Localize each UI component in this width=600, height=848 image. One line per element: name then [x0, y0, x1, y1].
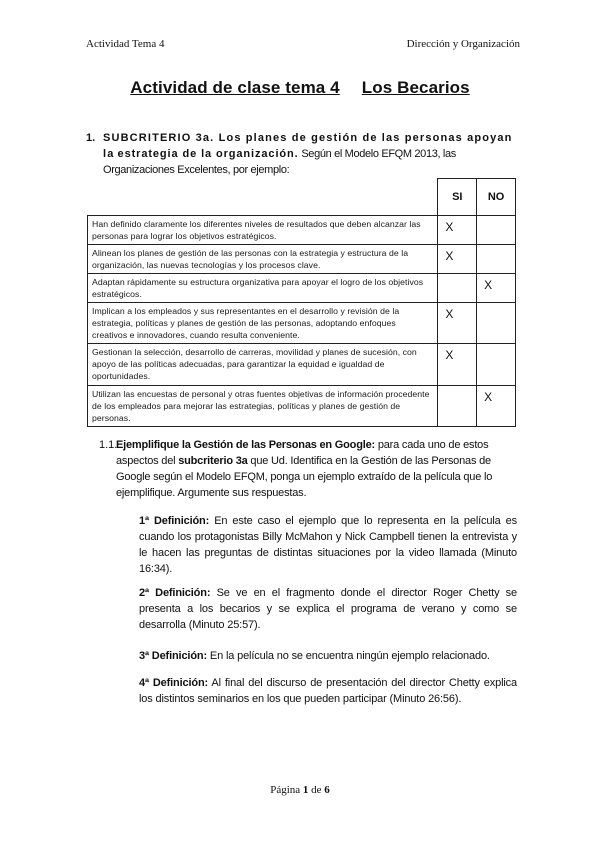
table-row — [88, 274, 516, 303]
header-right: Dirección y Organización — [406, 38, 520, 50]
mark-si — [438, 386, 477, 427]
subsection-1-1 — [99, 437, 517, 501]
table-row — [88, 245, 516, 274]
definition-text: En este caso el ejemplo que lo representa en la película es cuando los protagonistas Billy McMahon y Nick Campbell tienen la entrevista y le hacen las preguntas de distintas situaciones por la video llamada (Minuto 16:34). — [139, 515, 517, 575]
criteria-text: Implican a los empleados y sus representantes en el desarrollo y revisión de la estrategia, políticas y planes de gestión de las personas, adoptando enfoques creativos e innovadores, cuando resulta conveniente. — [88, 303, 438, 344]
page-footer — [0, 784, 600, 796]
criteria-text: Adaptan rápidamente su estructura organizativa para apoyar el logro de los objetivos estratégicos. — [88, 274, 438, 303]
table-header-row — [88, 179, 516, 216]
definition-4 — [139, 675, 517, 707]
page-title — [0, 78, 600, 98]
mark-no — [477, 344, 516, 386]
definition-label: 2ª Definición: — [139, 587, 211, 599]
column-no: NO — [477, 179, 516, 216]
mark-no — [477, 245, 516, 274]
mark-si: X — [438, 303, 477, 344]
title-part1: Actividad de clase tema 4 — [130, 78, 340, 97]
criteria-text: Han definido claramente los diferentes niveles de resultados que deben alcanzar las personas para lograr los objetivos estratégicos. — [88, 216, 438, 245]
criteria-table — [87, 178, 516, 427]
section-1-lead-2: estrategia de la organización. — [117, 148, 299, 160]
mark-si: X — [438, 216, 477, 245]
subsection-text-2: que Ud. Identifica en la Gestión de las Personas de Google según el Modelo EFQM, ponga un ejemplo extraído de la película que lo ejemplifique. Argumente sus respuestas. — [116, 455, 493, 499]
header-left: Actividad Tema 4 — [86, 38, 165, 50]
footer-prefix: Página — [270, 784, 303, 796]
table-row — [88, 303, 516, 344]
subsection-bold-1: Ejemplifique la Gestión de las Personas en Google: — [116, 439, 375, 451]
definition-3 — [139, 648, 517, 664]
subsection-number: 1.1. — [99, 439, 118, 451]
definition-text: Se ve en el fragmento donde el director Roger Chetty se presenta a los becarios y se explica el programa de verano y como se desarrolla (Minuto 25:57). — [139, 587, 517, 631]
criteria-text: Alinean los planes de gestión de las personas con la estrategia y estructura de la organización, las nuevas tecnologías y los procesos clave. — [88, 245, 438, 274]
section-1-number: 1. — [86, 132, 96, 144]
definition-2 — [139, 585, 517, 633]
definition-label: 3ª Definición: — [139, 650, 207, 662]
mark-no — [477, 303, 516, 344]
mark-no — [477, 216, 516, 245]
mark-si: X — [438, 245, 477, 274]
subsection-text-1: para cada uno de estos aspectos del — [116, 439, 489, 467]
definition-text: En la película no se encuentra ningún ejemplo relacionado. — [206, 650, 490, 662]
footer-total-pages: 6 — [324, 784, 330, 796]
definition-1 — [139, 513, 517, 577]
title-part2: Los Becarios — [361, 78, 470, 97]
mark-no: X — [477, 386, 516, 427]
definition-label: 1ª Definición: — [139, 515, 210, 527]
table-row — [88, 386, 516, 427]
table-row — [88, 216, 516, 245]
section-1-text: Según el Modelo EFQM 2013, las Organizaciones Excelentes, por ejemplo: — [103, 148, 456, 176]
column-si: SI — [438, 179, 477, 216]
mark-si: X — [438, 344, 477, 386]
footer-current-page: 1 — [302, 784, 309, 796]
section-1 — [86, 130, 516, 178]
footer-middle: de — [308, 784, 325, 796]
table-row — [88, 344, 516, 386]
subsection-bold-2: subcriterio 3a — [178, 455, 248, 467]
criteria-text: Utilizan las encuestas de personal y otras fuentes objetivas de información procedente de los empleados para mejorar las estrategias, políticas y planes de gestión de personas. — [88, 386, 438, 427]
definition-label: 4ª Definición: — [139, 677, 209, 689]
section-1-lead: SUBCRITERIO 3a. Los planes de gestión de las personas apoyan la — [103, 132, 513, 160]
definition-text: Al final del discurso de presentación del director Chetty explica los distintos seminarios en los que pueden participar (Minuto 26:56). — [139, 677, 517, 705]
mark-si — [438, 274, 477, 303]
mark-no: X — [477, 274, 516, 303]
criteria-text: Gestionan la selección, desarrollo de carreras, movilidad y planes de sucesión, con apoyo de las políticas adecuadas, para garantizar la equidad e igualdad de oportunidades. — [88, 344, 438, 386]
